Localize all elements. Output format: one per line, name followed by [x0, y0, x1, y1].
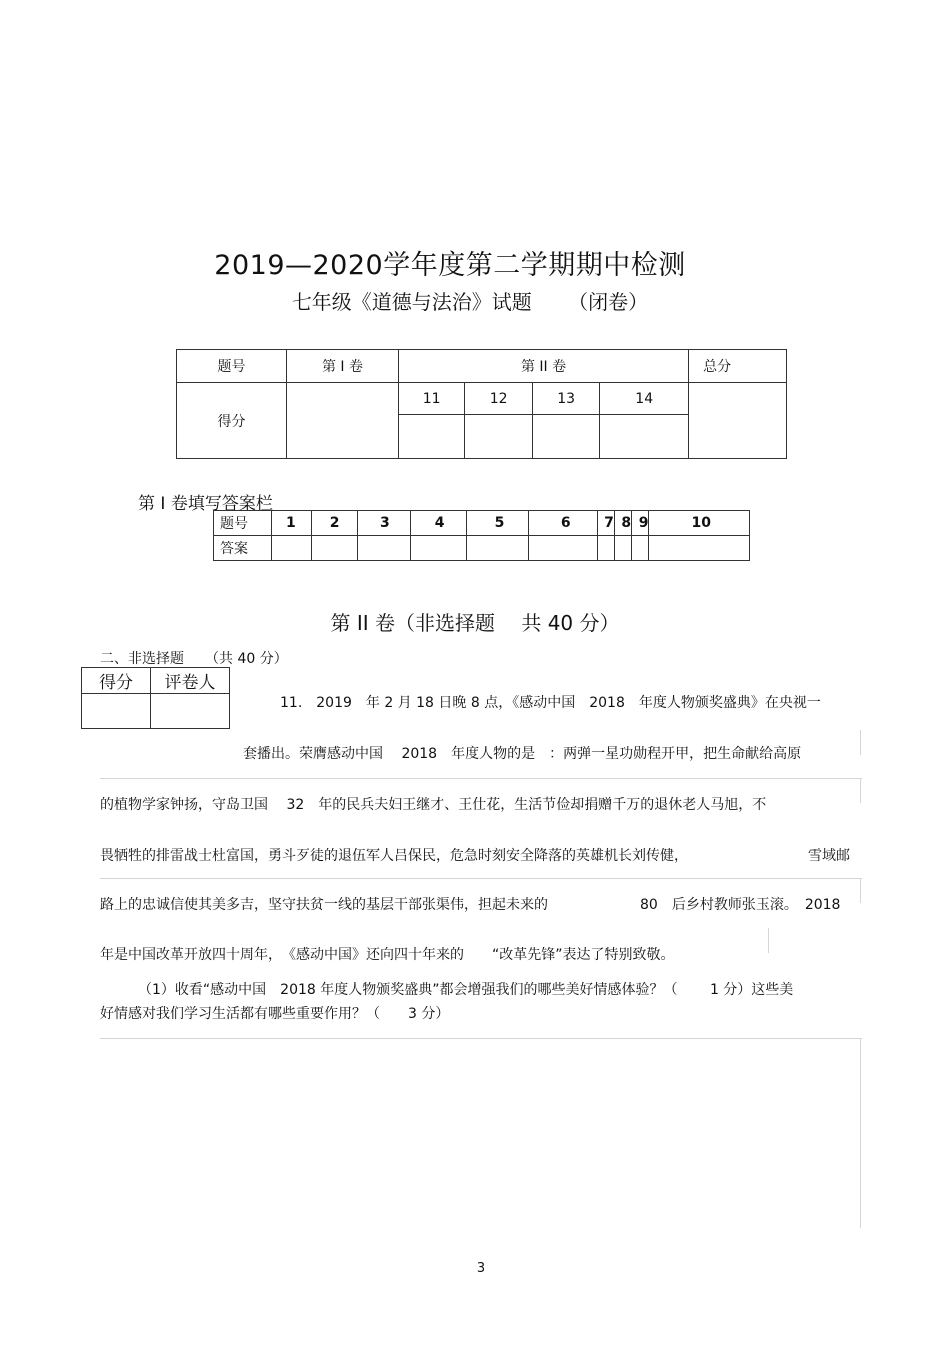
- q11-line-4b: 雪域邮: [808, 848, 850, 864]
- score-cell-q14[interactable]: [600, 415, 689, 459]
- scan-line: [100, 1038, 862, 1039]
- q11-line-5b: 80 后乡村教师张玉滚。 2018: [640, 897, 841, 913]
- answer-no-3: 3: [358, 511, 411, 536]
- q11-line-5: 路上的忠诚信使其美多吉，坚守扶贫一线的基层干部张渠伟，担起未来的: [100, 897, 548, 913]
- score-table-h-part2: 第 II 卷: [398, 350, 688, 383]
- subtitle-text: 七年级《道德与法治》试题: [291, 290, 532, 314]
- score-table-q14: 14: [600, 383, 689, 415]
- part2-heading: 第 II 卷（非选择题 共 40 分）: [330, 611, 620, 635]
- answer-no-10: 10: [649, 511, 750, 536]
- grader-name-cell[interactable]: [151, 694, 230, 729]
- grader-box: [81, 667, 230, 729]
- answer-section-heading: 第 I 卷填写答案栏: [138, 494, 273, 514]
- page-number: 3: [476, 1261, 486, 1276]
- grader-score-label: 得分: [82, 668, 151, 694]
- score-table-h-part1: 第 I 卷: [287, 350, 399, 383]
- answer-row1-label: 题号: [214, 511, 272, 536]
- answer-no-5: 5: [466, 511, 528, 536]
- answer-no-2: 2: [311, 511, 357, 536]
- q11-sub1-line-1: （1）收看“感动中国 2018 年度人物颁奖盛典”都会增强我们的哪些美好情感体验？（ 1 分）这些美: [138, 982, 794, 998]
- answer-no-7: 7: [597, 511, 614, 536]
- scan-line: [100, 778, 862, 779]
- answer-cell-4[interactable]: [410, 536, 466, 561]
- q11-line-2: 套播出。荣膺感动中国 2018 年度人物的是 ：两弹一星功勋程开甲，把生命献给高原: [243, 746, 802, 762]
- answer-cell-9[interactable]: [632, 536, 649, 561]
- score-cell-q11[interactable]: [398, 415, 464, 459]
- q11-sub1-line-2: 好情感对我们学习生活都有哪些重要作用？（ 3 分）: [100, 1006, 450, 1022]
- answer-cell-5[interactable]: [466, 536, 528, 561]
- grader-label: 评卷人: [151, 668, 230, 694]
- answer-cell-10[interactable]: [649, 536, 750, 561]
- scan-line: [860, 1038, 861, 1228]
- answer-no-1: 1: [272, 511, 312, 536]
- subtitle-note: （闭卷）: [568, 290, 649, 314]
- answer-no-4: 4: [410, 511, 466, 536]
- q11-line-3: 的植物学家钟扬，守岛卫国 32 年的民兵夫妇王继才、王仕花，生活节俭却捐赠千万的退休老人马旭，不: [100, 797, 767, 813]
- exam-title: 2019—2020学年度第二学期期中检测: [214, 250, 686, 281]
- answer-cell-8[interactable]: [614, 536, 631, 561]
- answer-cell-6[interactable]: [528, 536, 597, 561]
- scan-line: [860, 878, 861, 903]
- score-table: [176, 349, 787, 459]
- q11-line-1: 11. 2019 年 2 月 18 日晚 8 点，《感动中国 2018 年度人物颁奖盛典》在央视一: [280, 695, 821, 711]
- score-cell-q12[interactable]: [465, 415, 532, 459]
- score-cell-q13[interactable]: [532, 415, 599, 459]
- answer-cell-2[interactable]: [311, 536, 357, 561]
- score-table-h-total: 总分: [689, 350, 787, 383]
- answer-no-8: 8: [614, 511, 631, 536]
- answer-no-9: 9: [632, 511, 649, 536]
- scan-line: [860, 730, 861, 755]
- answer-cell-1[interactable]: [272, 536, 312, 561]
- answer-cell-3[interactable]: [358, 536, 411, 561]
- answer-writing-area[interactable]: [100, 1040, 858, 1228]
- q11-line-6: 年是中国改革开放四十周年， 《感动中国》还向四十年来的 “改革先锋”表达了特别致敬。: [100, 947, 675, 963]
- answer-cell-7[interactable]: [597, 536, 614, 561]
- score-table-part1-cell[interactable]: [287, 383, 399, 459]
- score-table-q11: 11: [398, 383, 464, 415]
- score-table-q13: 13: [532, 383, 599, 415]
- q11-line-4: 畏牺牲的排雷战士杜富国，勇斗歹徒的退伍军人吕保民，危急时刻安全降落的英雄机长刘传健，: [100, 848, 688, 864]
- scan-line: [768, 928, 769, 953]
- score-table-r-score: 得分: [177, 383, 287, 459]
- score-table-total-cell[interactable]: [689, 383, 787, 459]
- section-label: 二、非选择题 （共 40 分）: [100, 651, 288, 667]
- answer-no-6: 6: [528, 511, 597, 536]
- grader-score-cell[interactable]: [82, 694, 151, 729]
- scan-line: [860, 778, 861, 803]
- score-table-h-no: 题号: [177, 350, 287, 383]
- answer-table: [213, 510, 750, 561]
- score-table-q12: 12: [465, 383, 532, 415]
- scan-line: [100, 878, 862, 879]
- exam-subtitle: [0, 286, 940, 315]
- answer-row2-label: 答案: [214, 536, 272, 561]
